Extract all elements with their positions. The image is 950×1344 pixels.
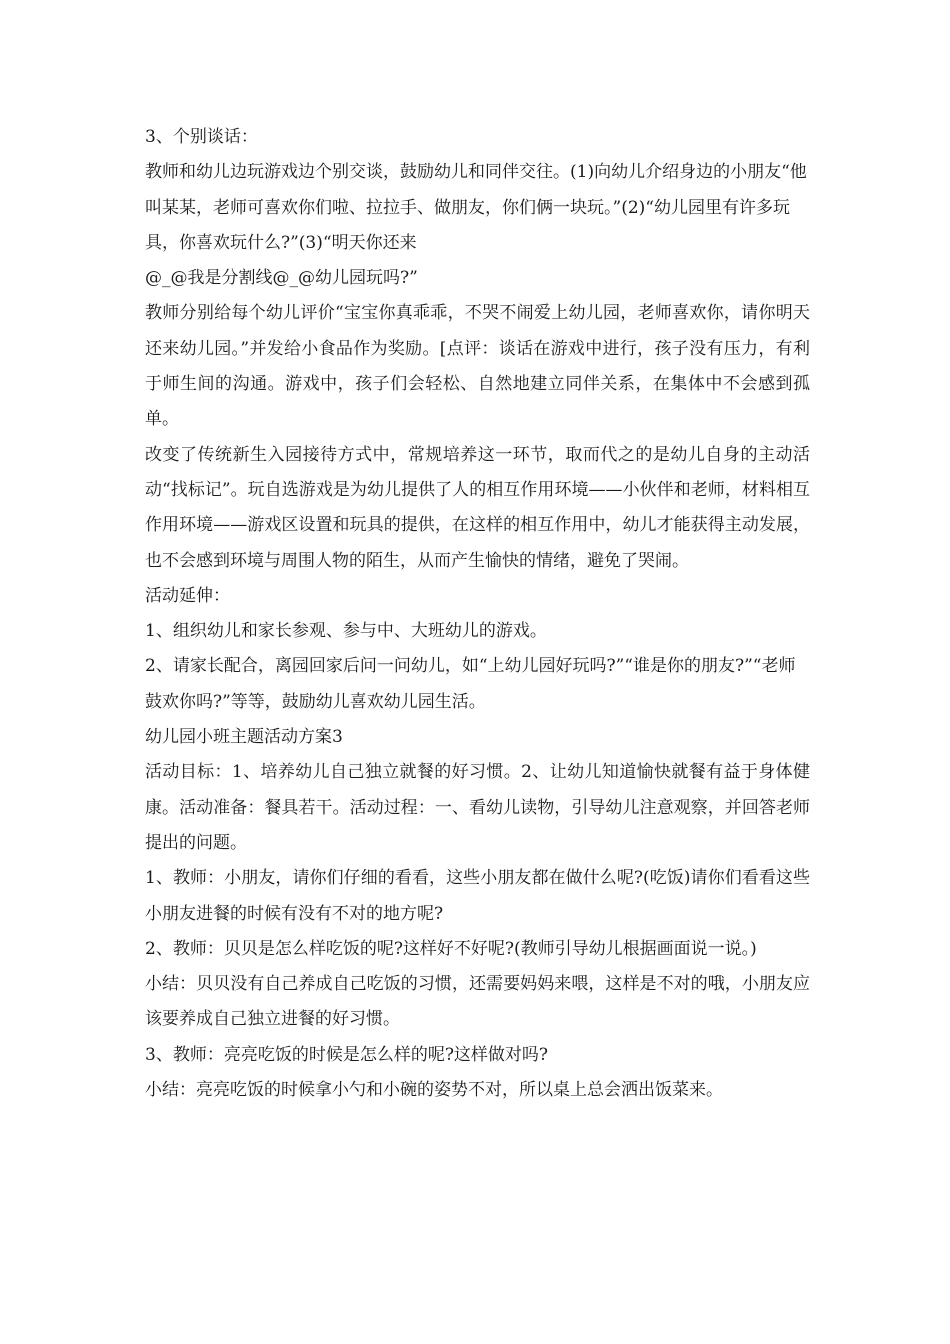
list-item-teacher-1: 1、教师：小朋友，请你们仔细的看看，这些小朋友都在做什么呢?(吃饭)请你们看看这些小朋友进餐的时候有没有不对的地方呢? xyxy=(145,868,810,924)
paragraph-summary-beibei: 小结：贝贝没有自己养成自己吃饭的习惯，还需要妈妈来喂，这样是不对的哦，小朋友应该要养成自己独立进餐的好习惯。 xyxy=(145,974,810,1030)
section-heading-individual-talk: 3、个别谈话： xyxy=(145,127,258,147)
paragraph-teacher-evaluation: 教师分别给每个幼儿评价“宝宝你真乖乖，不哭不闹爱上幼儿园，老师喜欢你，请你明天还来幼儿园。”并发给小食品作为奖励。[点评：谈话在游戏中进行，孩子没有压力，有利于师生间的沟通。游戏中，孩子们会轻松、自然地建立同伴关系，在集体中不会感到孤单。 xyxy=(145,303,810,430)
list-item-extension-2: 2、请家长配合，离园回家后问一问幼儿，如“上幼儿园好玩吗?”“谁是你的朋友?”“老师鼓欢你吗?”等等，鼓励幼儿喜欢幼儿园生活。 xyxy=(145,656,796,712)
paragraph-summary-liangliang: 小结：亮亮吃饭的时候拿小勺和小碗的姿势不对，所以桌上总会洒出饭菜来。 xyxy=(145,1080,723,1101)
paragraph-change-reception: 改变了传统新生入园接待方式中，常规培养这一环节，取而代之的是幼儿自身的主动活动“找标记”。玩自选游戏是为幼儿提供了人的相互作用环境——小伙伴和老师，材料相互作用环境——游戏区设置和玩具的提供，在这样的相互作用中，幼儿才能获得主动发展，也不会感到环境与周围人物的陌生，从而产生愉快的情绪，避免了哭闹。 xyxy=(145,444,810,571)
paragraph-separator-line: @_@我是分割线@_@幼儿园玩吗?” xyxy=(145,268,418,289)
section-title-plan-3: 幼儿园小班主题活动方案3 xyxy=(145,727,343,748)
list-item-extension-1: 1、组织幼儿和家长参观、参与中、大班幼儿的游戏。 xyxy=(145,621,547,642)
paragraph-activity-goals: 活动目标：1、培养幼儿自己独立就餐的好习惯。2、让幼儿知道愉快就餐有益于身体健康。活动准备：餐具若干。活动过程：一、看幼儿读物，引导幼儿注意观察，并回答老师提出的问题。 xyxy=(145,762,810,853)
section-heading-activity-extension: 活动延伸： xyxy=(145,585,230,606)
list-item-teacher-3: 3、教师：亮亮吃饭的时候是怎么样的呢?这样做对吗? xyxy=(145,1044,549,1065)
list-item-teacher-2: 2、教师：贝贝是怎么样吃饭的呢?这样好不好呢?(教师引导幼儿根据画面说一说。) xyxy=(145,938,757,959)
document-body xyxy=(145,120,810,1108)
paragraph-teacher-chat: 教师和幼儿边玩游戏边个别交谈，鼓励幼儿和同伴交往。(1)向幼儿介绍身边的小朋友“他叫某某，老师可喜欢你们啦、拉拉手、做朋友，你们俩一块玩。”(2)“幼儿园里有许多玩具，你喜欢玩什么?”(3)“明天你还来 xyxy=(145,162,807,253)
